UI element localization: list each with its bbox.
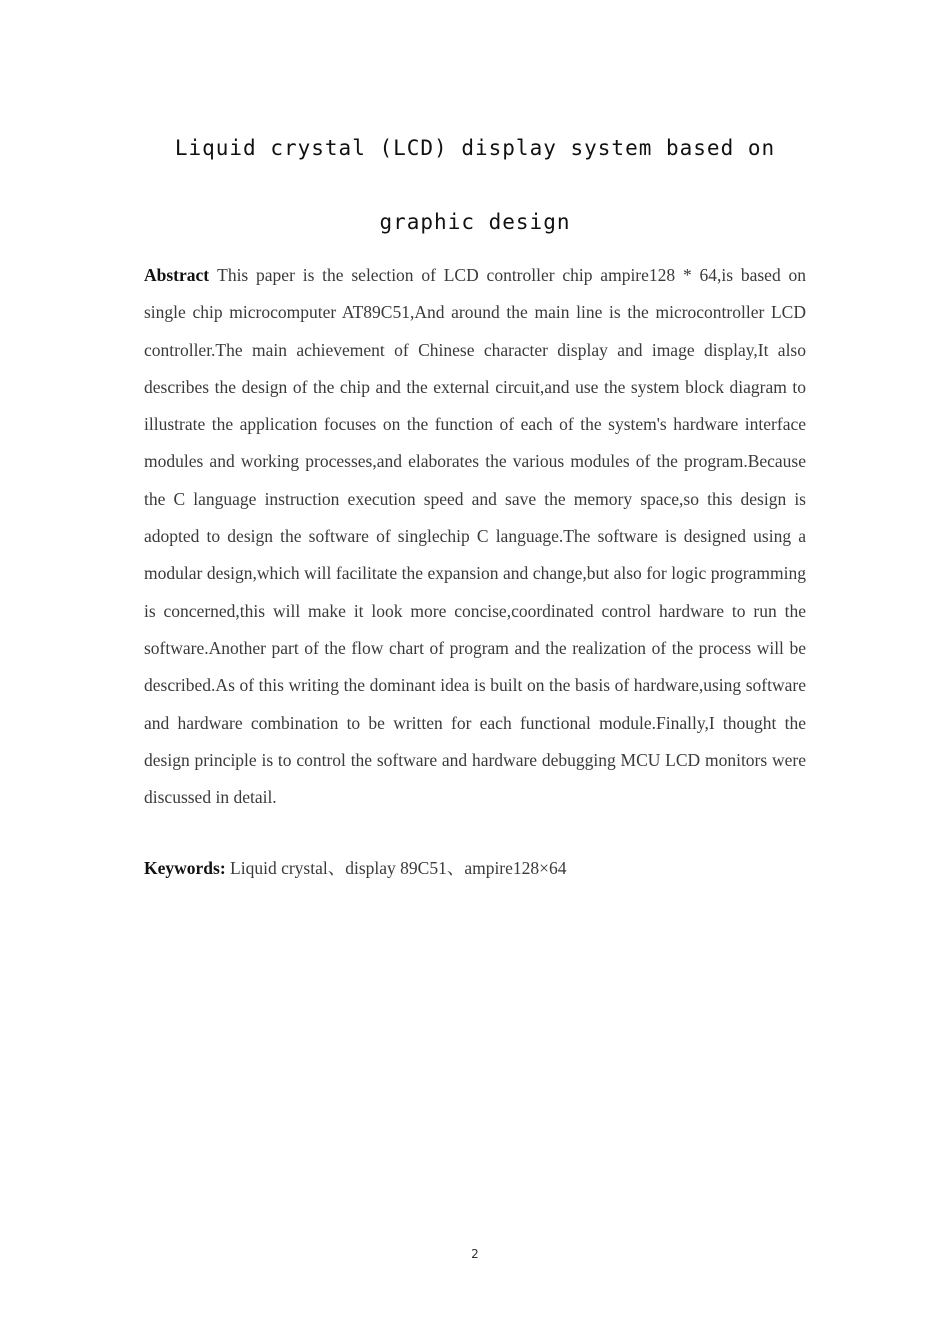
- paper-title-line-1: Liquid crystal (LCD) display system based on: [174, 136, 776, 160]
- keywords-line: [144, 850, 806, 887]
- abstract-text: This paper is the selection of LCD controller chip ampire128 * 64,is based on single chip microcomputer AT89C51,And around the main line is the microcontroller LCD controller.The main achievement of Chinese character display and image display,It also describes the design of the chip and the external circuit,and use the system block diagram to illustrate the application focuses on the function of each of the system's hardware interface modules and working processes,and elaborates the various modules of the program.Because the C language instruction execution speed and save the memory space,so this design is adopted to design the software of singlechip C language.The software is designed using a modular design,which will facilitate the expansion and change,but also for logic programming is concerned,this will make it look more concise,coordinated control hardware to run the software.Another part of the flow chart of program and the realization of the process will be described.As of this writing the dominant idea is built on the basis of hardware,using software and hardware combination to be written for each functional module.Finally,I thought the design principle is to control the software and hardware debugging MCU LCD monitors were discussed in detail.: [144, 265, 806, 808]
- page-number: 2: [471, 1247, 479, 1261]
- abstract-paragraph: [144, 257, 806, 816]
- abstract-label: Abstract: [144, 265, 210, 285]
- keywords-text: Liquid crystal、display 89C51、ampire128×64: [230, 858, 567, 878]
- keywords-label: Keywords:: [144, 858, 226, 878]
- paper-title-line-2: graphic design: [379, 210, 571, 234]
